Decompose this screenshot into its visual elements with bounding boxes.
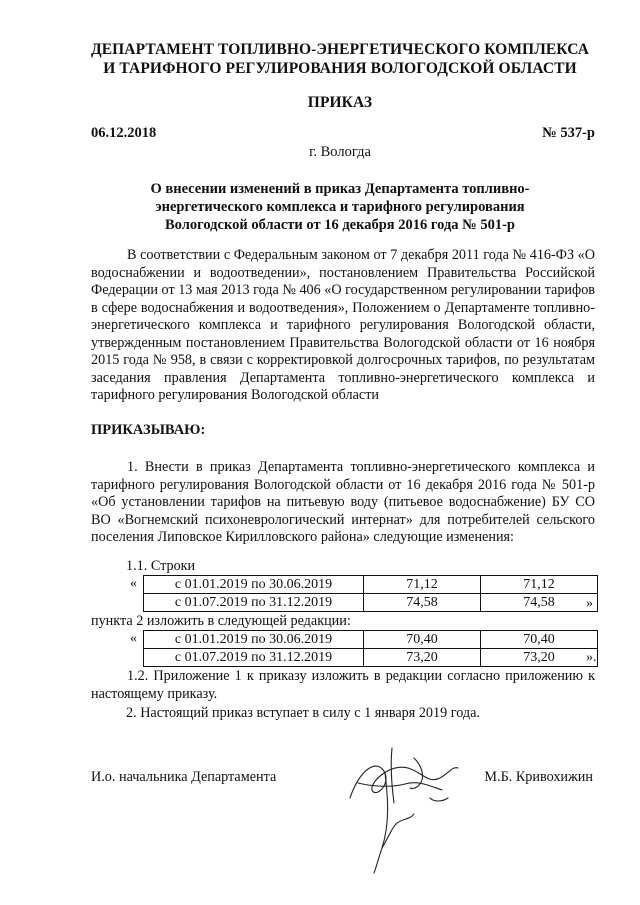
value-cell: 74,58 [481, 594, 598, 612]
preamble-paragraph: В соответствии с Федеральным законом от 7 декабря 2011 года № 416-ФЗ «О водоснабжении и водоотведении», постановлением Правительства Российской Федерации от 13 мая 2013 года № 406 «О государственном регулировании тарифов в сфере водоснабжения и водоотведения», Положением о Департаменте топливно-энергетического комплекса и тарифного регулирования Вологодской области, утвержденным постановлением Правительства Вологодской области от 16 ноября 2015 года № 958, в связи с корректировкой долгосрочных тарифов, по результатам заседания правления Департамента топливно-энергетического комплекса и тарифного регулирования Вологодской области [91, 247, 595, 403]
period-cell: с 01.07.2019 по 31.12.2019 [144, 649, 364, 667]
order-date: 06.12.2018 [91, 125, 157, 141]
period-cell: с 01.07.2019 по 31.12.2019 [144, 594, 364, 612]
between-text: пункта 2 изложить в следующей редакции: [91, 613, 351, 629]
organization-name-line1: ДЕПАРТАМЕНТ ТОПЛИВНО-ЭНЕРГЕТИЧЕСКОГО КОМПЛЕКСА [90, 41, 590, 58]
table-row [144, 649, 598, 667]
table-row [144, 594, 598, 612]
open-quote: « [130, 576, 137, 591]
order-subject [60, 180, 620, 234]
handwritten-signature [330, 728, 470, 878]
close-quote-final: ». [586, 650, 597, 665]
organization-name-line2: И ТАРИФНОГО РЕГУЛИРОВАНИЯ ВОЛОГОДСКОЙ ОБЛАСТИ [103, 60, 577, 77]
subject-line2: энергетического комплекса и тарифного регулирования [155, 199, 525, 215]
value-cell: 71,12 [364, 576, 481, 594]
value-cell: 70,40 [364, 631, 481, 649]
value-cell: 73,20 [364, 649, 481, 667]
period-cell: с 01.01.2019 по 30.06.2019 [144, 631, 364, 649]
signatory-position: И.о. начальника Департамента [91, 769, 277, 785]
open-quote: « [130, 631, 137, 646]
value-cell: 73,20 [481, 649, 598, 667]
city: г. Вологда [309, 144, 371, 160]
close-quote: » [586, 596, 593, 611]
document-type: ПРИКАЗ [307, 94, 373, 111]
item-1-2-paragraph: 1.2. Приложение 1 к приказу изложить в редакции согласно приложению к настоящему приказу. [91, 668, 595, 702]
item-1-1-label: 1.1. Строки [126, 558, 196, 574]
value-cell: 74,58 [364, 594, 481, 612]
item-2-paragraph: 2. Настоящий приказ вступает в силу с 1 января 2019 года. [126, 705, 480, 721]
signatory-name: М.Б. Кривохижин [484, 769, 593, 785]
subject-line1: О внесении изменений в приказ Департамента топливно- [150, 181, 530, 197]
item-1-paragraph: 1. Внести в приказ Департамента топливно-энергетического комплекса и тарифного регулирования Вологодской области от 16 декабря 2016 года № 501-р «Об установлении тарифов на питьевую воду (питьевое водоснабжение) БУ СО ВО «Вогнемский психоневрологический интернат» для потребителей сельского поселения Липовское Кирилловского района» следующие изменения: [91, 459, 595, 545]
table-row [144, 576, 598, 594]
new-tariff-table [143, 630, 598, 667]
value-cell: 71,12 [481, 576, 598, 594]
value-cell: 70,40 [481, 631, 598, 649]
old-tariff-table [143, 575, 598, 612]
order-word: ПРИКАЗЫВАЮ: [91, 422, 206, 438]
table-row [144, 631, 598, 649]
subject-line3: Вологодской области от 16 декабря 2016 года № 501-р [165, 217, 515, 233]
order-number: № 537-р [542, 125, 595, 141]
period-cell: с 01.01.2019 по 30.06.2019 [144, 576, 364, 594]
